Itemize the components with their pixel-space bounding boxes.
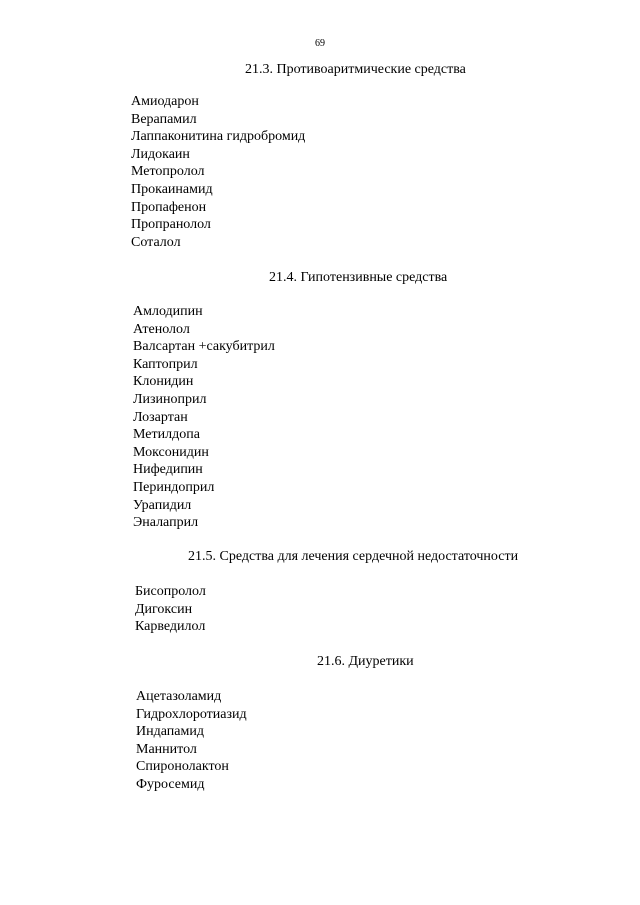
list-item: Нифедипин	[133, 462, 203, 478]
list-item: Валсартан +сакубитрил	[133, 339, 275, 355]
list-item: Лаппаконитина гидробромид	[131, 129, 306, 145]
list-item: Моксонидин	[133, 444, 209, 460]
list-item: Карведилол	[135, 619, 206, 635]
drug-list-antihypertensive	[133, 303, 275, 532]
list-item: Лозартан	[133, 409, 188, 425]
list-item: Метилдопа	[133, 427, 200, 443]
section-heading-diuretics: 21.6. Диуретики	[317, 654, 414, 669]
list-item: Эналаприл	[133, 515, 199, 531]
list-item: Соталол	[131, 234, 181, 250]
drug-list-diuretics	[136, 688, 247, 794]
list-item: Бисопролол	[135, 584, 206, 599]
list-item: Индапамид	[136, 724, 204, 740]
list-item: Маннитол	[136, 741, 197, 757]
section-heading-antihypertensive: 21.4. Гипотензивные средства	[269, 270, 448, 285]
section-heading-antiarrhythmic: 21.3. Противоаритмические средства	[245, 62, 466, 77]
list-item: Фуросемид	[136, 776, 205, 792]
drug-list-antiarrhythmic	[131, 93, 305, 251]
list-item: Урапидил	[133, 497, 192, 513]
list-item: Периндоприл	[133, 479, 215, 495]
list-item: Амиодарон	[131, 94, 199, 109]
list-item: Спиронолактон	[136, 759, 229, 775]
list-item: Пропафенон	[131, 199, 207, 215]
list-item: Атенолол	[133, 321, 190, 337]
drug-list-heart-failure	[135, 583, 206, 636]
list-item: Гидрохлоротиазид	[136, 706, 247, 722]
list-item: Клонидин	[133, 374, 194, 390]
list-item: Каптоприл	[133, 356, 198, 372]
list-item: Верапамил	[131, 111, 197, 127]
list-item: Лизиноприл	[133, 391, 207, 407]
list-item: Прокаинамид	[131, 181, 213, 197]
list-item: Ацетазоламид	[136, 689, 222, 704]
list-item: Лидокаин	[131, 146, 190, 162]
list-item: Амлодипин	[133, 304, 203, 319]
page-number: 69	[315, 38, 325, 49]
list-item: Пропранолол	[131, 217, 211, 233]
list-item: Метопролол	[131, 164, 205, 180]
section-heading-heart-failure: 21.5. Средства для лечения сердечной недостаточности	[188, 549, 519, 564]
list-item: Дигоксин	[135, 601, 193, 617]
